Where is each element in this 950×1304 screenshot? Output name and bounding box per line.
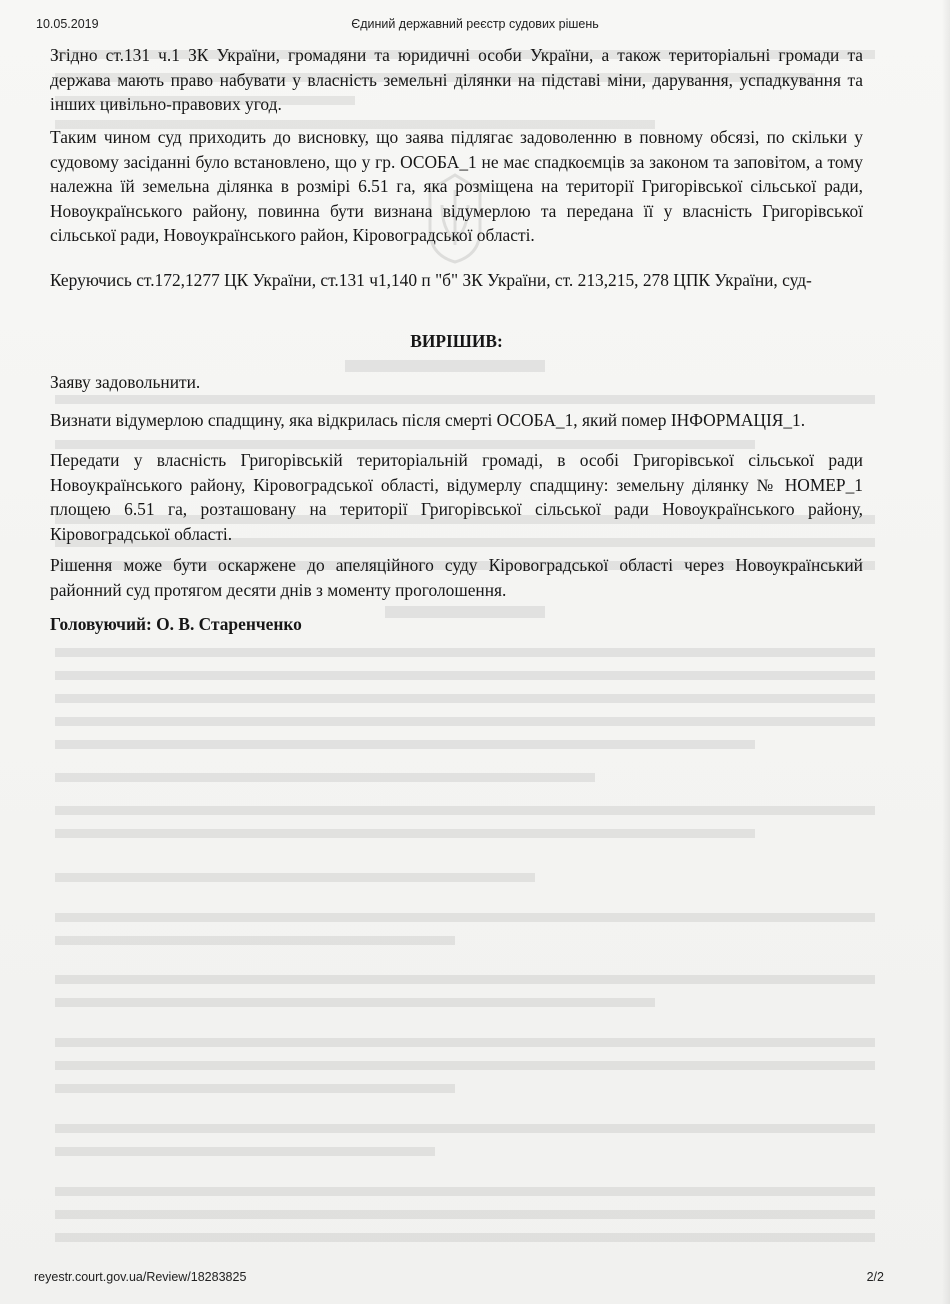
source-url-link[interactable]: reyestr.court.gov.ua/Review/18283825 xyxy=(34,1270,247,1284)
paragraph-court-conclusion: Таким чином суд приходить до висновку, що заява підлягає задоволенню в повному обсязі, по скільки у судовому засіданні було встановлено, що у гр. ОСОБА_1 не має спадкоємців за законом та заповітом, а тому належна їй земельна ділянка в розмірі 6.51 га, яка розміщена на території Григорівської сільської ради, Новоукраїнського району, повинна бути визнана відумерлою та передана її у власність Григорівської сільської ради, Новоукраїнського район, Кіровоградської області. xyxy=(50,127,863,245)
paragraph-transfer-ownership: Передати у власність Григорівській територіальній громаді, в особі Григорівської сільської ради Новоукраїнського району, Кіровоградської області, відумерлу спадщину: земельну ділянку № НОМЕР_1 площею 6.51 га, розташовану на території Григорівської сільської ради Новоукраїнського району, Кіровоградської області. xyxy=(50,450,863,544)
page-number: 2/2 xyxy=(866,1270,884,1284)
presiding-judge-signature: Головуючий: О. В. Старенченко xyxy=(50,614,302,634)
scan-edge-shadow xyxy=(942,0,950,1304)
decision-heading: ВИРІШИВ: xyxy=(410,331,503,351)
paragraph-escheat-inheritance: Визнати відумерлою спадщину, яка відкрилась після смерті ОСОБА_1, який помер ІНФОРМАЦІЯ_1. xyxy=(50,410,806,430)
paragraph-appeal-notice: Рішення може бути оскаржене до апеляційного суду Кіровоградської області через Новоукраїнський районний суд протягом десяти днів з моменту проголошення. xyxy=(50,555,863,600)
paragraph-satisfy-claim: Заяву задовольнити. xyxy=(50,372,201,392)
paragraph-legal-basis: Керуючись ст.172,1277 ЦК України, ст.131 ч1,140 п "б" ЗК України, ст. 213,215, 278 ЦПК України, суд- xyxy=(50,270,812,290)
print-date: 10.05.2019 xyxy=(36,17,99,31)
registry-title: Єдиний державний реєстр судових рішень xyxy=(351,17,599,31)
paragraph-land-rights: Згідно ст.131 ч.1 ЗК України, громадяни та юридичні особи України, а також територіальні громади та держава мають право набувати у власність земельні ділянки на підставі міни, дарування, успадкування та інших цивільно-правових угод. xyxy=(50,45,863,114)
